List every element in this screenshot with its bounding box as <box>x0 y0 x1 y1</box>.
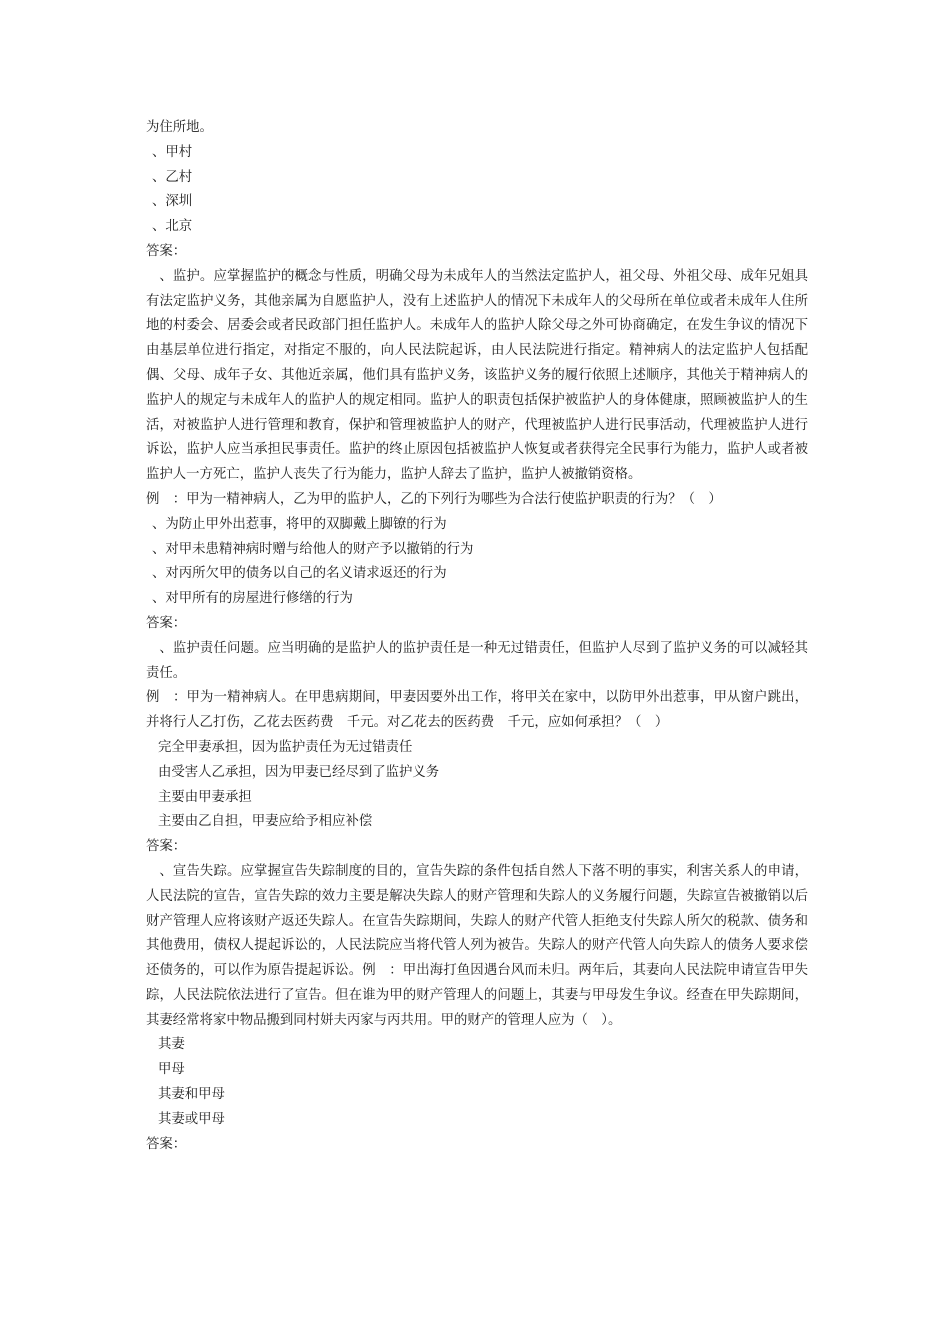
q4-answer-label: 答案： <box>146 1136 187 1152</box>
q3-option-d: 主要由乙自担，甲妻应给予相应补偿 <box>158 814 373 830</box>
q4-option-b: 甲母 <box>158 1062 185 1078</box>
q1-option-d: 、北京 <box>152 219 193 235</box>
section-guardian-liability: 、监护责任问题。应当明确的是监护人的监护责任是一种无过错责任，但监护人尽到了监护义务的可以减轻其责任。 <box>146 640 808 681</box>
section-guardianship: 、监护。应掌握监护的概念与性质，明确父母为未成年人的当然法定监护人，祖父母、外祖父母、成年兄姐具有法定监护义务，其他亲属为自愿监护人，没有上述监护人的情况下未成年人的父母所在单位或者未成年人住所地的村委会、居委会或者民政部门担任监护人。未成年人的监护人除父母之外可协商确定，在发生争议的情况下由基层单位进行指定，对指定不服的，向人民法院起诉，由人民法院进行指定。精神病人的法定监护人包括配偶、父母、成年子女、其他近亲属，他们具有监护义务，该监护义务的履行依照上述顺序，其他关于精神病人的监护人的规定与未成年人的监护人的规定相同。监护人的职责包括保护被监护人的身体健康，照顾被监护人的生活，对被监护人进行管理和教育，保护和管理被监护人的财产，代理被监护人进行民事活动，代理被监护人进行诉讼，监护人应当承担民事责任。监护的终止原因包括被监护人恢复或者获得完全民事行为能力，监护人或者被监护人一方死亡，监护人丧失了行为能力，监护人辞去了监护，监护人被撤销资格。 <box>146 268 808 483</box>
q3-option-c: 主要由甲妻承担 <box>158 789 252 805</box>
q1-answer-label: 答案： <box>146 243 187 259</box>
q1-option-a: 、甲村 <box>152 144 193 160</box>
q1-option-b: 、乙村 <box>152 169 193 185</box>
q2-option-a: 、为防止甲外出惹事，将甲的双脚戴上脚镣的行为 <box>152 516 447 532</box>
q2-answer-label: 答案： <box>146 615 187 631</box>
q3-option-b: 由受害人乙承担，因为甲妻已经尽到了监护义务 <box>158 764 440 780</box>
section-declaration-missing: 、宣告失踪。应掌握宣告失踪制度的目的，宣告失踪的条件包括自然人下落不明的事实，利害关系人的申请，人民法院的宣告，宣告失踪的效力主要是解决失踪人的财产管理和失踪人的义务履行问题，失踪宣告被撤销以后财产管理人应将该财产返还失踪人。在宣告失踪期间，失踪人的财产代管人拒绝支付失踪人所欠的税款、债务和其他费用，债权人提起诉讼的，人民法院应当将代管人列为被告。失踪人的财产代管人向失踪人的债务人要求偿还债务的，可以作为原告提起诉讼。例 ：甲出海打鱼因遇台风而未归。两年后，其妻向人民法院申请宣告甲失踪，人民法院依法进行了宣告。但在谁为甲的财产管理人的问题上，其妻与甲母发生争议。经查在甲失踪期间，其妻经常将家中物品搬到同村姘夫丙家与丙共用。甲的财产的管理人应为（ ）。 <box>146 863 808 1028</box>
q1-stem-tail: 为住所地。 <box>146 120 213 135</box>
q2-option-d: 、对甲所有的房屋进行修缮的行为 <box>152 591 353 607</box>
q3-stem: 例 ：甲为一精神病人。在甲患病期间，甲妻因要外出工作，将甲关在家中，以防甲外出惹事，甲从窗户跳出，并将行人乙打伤，乙花去医药费 千元。对乙花去的医药费 千元，应如何承担？（ ） <box>146 690 808 731</box>
q2-option-c: 、对丙所欠甲的债务以自己的名义请求返还的行为 <box>152 566 447 582</box>
q1-option-c: 、深圳 <box>152 194 193 210</box>
q4-option-c: 其妻和甲母 <box>158 1087 225 1103</box>
q3-answer-label: 答案： <box>146 839 187 855</box>
q3-option-a: 完全甲妻承担，因为监护责任为无过错责任 <box>158 739 413 755</box>
q4-option-a: 其妻 <box>158 1037 185 1053</box>
q4-option-d: 其妻或甲母 <box>158 1111 225 1127</box>
q2-stem: 例 ：甲为一精神病人，乙为甲的监护人，乙的下列行为哪些为合法行使监护职责的行为？（ ） <box>146 491 722 507</box>
document-page <box>146 116 808 1157</box>
q2-option-b: 、对甲未患精神病时赠与给他人的财产予以撤销的行为 <box>152 541 474 557</box>
